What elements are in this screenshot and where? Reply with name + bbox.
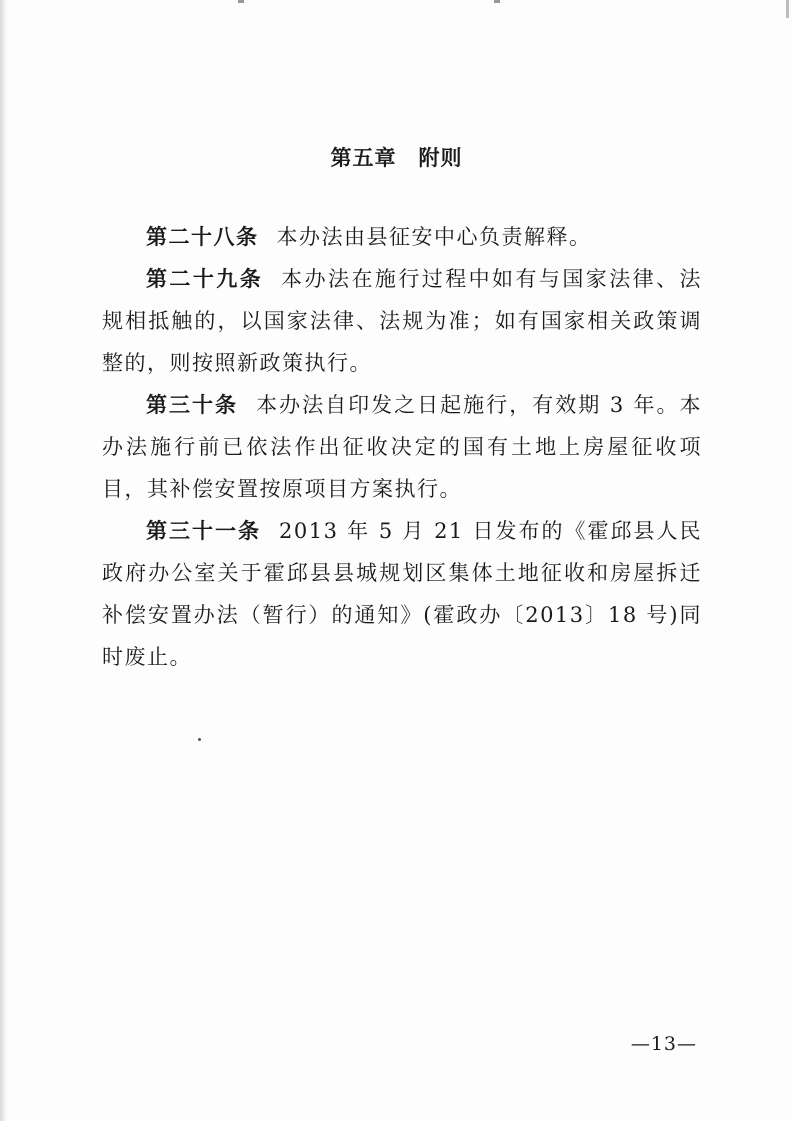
scan-mark <box>238 0 244 3</box>
article-text: 2013 年 5 月 21 日发布的《霍邱县人民政府办公室关于霍邱县县城规划区集体土地征收和房屋拆迁补偿安置办法（暂行）的通知》(霍政办〔2013〕18 号)同时废止。 <box>102 519 703 669</box>
article-29 <box>102 258 702 384</box>
article-list <box>102 216 702 678</box>
article-number: 第三十条 <box>146 393 239 417</box>
article-31 <box>102 510 702 678</box>
article-30 <box>102 384 702 510</box>
article-number: 第二十八条 <box>146 225 259 249</box>
page-number: —13— <box>630 1033 697 1055</box>
article-28 <box>102 216 702 258</box>
scan-speck <box>198 738 201 741</box>
scan-mark <box>786 0 789 18</box>
scan-mark <box>494 0 500 3</box>
article-number: 第二十九条 <box>146 267 264 291</box>
article-text: 本办法由县征安中心负责解释。 <box>276 225 592 249</box>
article-text: 本办法在施行过程中如有与国家法律、法规相抵触的，以国家法律、法规为准；如有国家相关政策调整的，则按照新政策执行。 <box>102 267 703 375</box>
article-text: 本办法自印发之日起施行，有效期 3 年。本办法施行前已依法作出征收决定的国有土地上房屋征收项目，其补偿安置按原项目方案执行。 <box>102 393 703 501</box>
article-number: 第三十一条 <box>146 519 262 543</box>
chapter-title: 第五章 附则 <box>330 146 463 170</box>
